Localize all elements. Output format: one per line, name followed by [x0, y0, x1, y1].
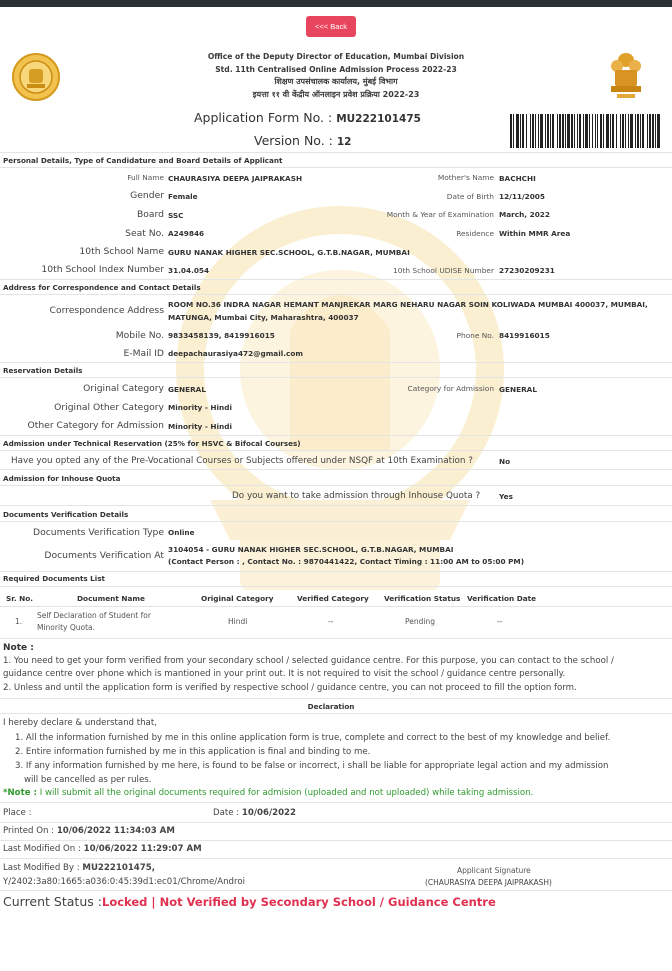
- category-admission-label: Category for Admission: [407, 384, 494, 393]
- dob-label: Date of Birth: [446, 192, 494, 201]
- divider: [0, 152, 672, 153]
- seat-label: Seat No.: [125, 228, 164, 239]
- docs-verification-at-line1: 3104054 - GURU NANAK HIGHER SEC.SCHOOL, G.T.B.NAGAR, MUMBAI: [168, 545, 454, 554]
- signature-name: (CHAURASIYA DEEPA JAIPRAKASH): [425, 878, 552, 887]
- docs-verification-type-value: Online: [168, 528, 195, 537]
- divider: [0, 606, 672, 607]
- gender-value: Female: [168, 192, 198, 201]
- divider: [0, 586, 672, 587]
- school-name-label: 10th School Name: [79, 246, 164, 257]
- divider: [0, 822, 672, 823]
- inhouse-question: Do you want to take admission through Inhouse Quota ?: [232, 491, 481, 501]
- header-process: Std. 11th Centralised Online Admission Process 2022-23: [215, 65, 457, 74]
- docs-verification-at-label: Documents Verification At: [44, 550, 164, 561]
- divider: [0, 485, 672, 486]
- phone-label: Phone No.: [456, 331, 494, 340]
- residence-label: Residence: [456, 229, 494, 238]
- table-header-verified-cat: Verified Category: [297, 594, 369, 603]
- address-line2: MATUNGA, Mumbai City, Maharashtra, 400037: [168, 313, 359, 322]
- declaration-item-3: 3. If any information furnished by me here, is found to be false or incorrect, i shall be liable for appropriate legal action and my admission: [15, 761, 609, 771]
- divider: [0, 435, 672, 436]
- original-other-category-value: Minority - Hindi: [168, 403, 232, 412]
- declaration-title: Declaration: [307, 702, 355, 711]
- declaration-note: *Note : I will submit all the original documents required for admision (uploaded and not uploaded) while taking admission.: [3, 788, 534, 798]
- school-name-value: GURU NANAK HIGHER SEC.SCHOOL, G.T.B.NAGAR, MUMBAI: [168, 248, 410, 257]
- divider: [0, 840, 672, 841]
- original-other-category-label: Original Other Category: [54, 402, 164, 413]
- place-label: Place :: [3, 808, 32, 818]
- version-no: Version No. : 12: [254, 133, 352, 148]
- mobile-label: Mobile No.: [115, 330, 164, 341]
- divider: [0, 698, 672, 699]
- dob-value: 12/11/2005: [499, 192, 545, 201]
- divider: [0, 638, 672, 639]
- divider: [0, 802, 672, 803]
- application-form-no: Application Form No. : MU222101475: [194, 110, 421, 125]
- docs-verification-type-label: Documents Verification Type: [33, 527, 164, 538]
- header-office: Office of the Deputy Director of Education, Mumbai Division: [207, 52, 465, 61]
- exam-value: March, 2022: [499, 210, 550, 219]
- other-category-admission-value: Minority - Hindi: [168, 422, 232, 431]
- phone-value: 8419916015: [499, 331, 550, 340]
- divider: [0, 858, 672, 859]
- top-bar: [0, 0, 672, 7]
- table-cell-verified-cat: --: [328, 617, 334, 626]
- table-cell-orig-cat: Hindi: [228, 617, 248, 626]
- other-category-admission-label: Other Category for Admission: [27, 420, 164, 431]
- school-index-label: 10th School Index Number: [41, 264, 164, 275]
- inhouse-answer: Yes: [499, 492, 513, 501]
- gender-label: Gender: [130, 190, 164, 201]
- divider: [0, 294, 672, 295]
- table-header-status: Verification Status: [384, 594, 461, 603]
- date-field: Date : 10/06/2022: [213, 808, 297, 818]
- back-button[interactable]: <<< Back: [306, 16, 356, 37]
- printed-on: Printed On : 10/06/2022 11:34:03 AM: [3, 826, 175, 836]
- section-technical: Admission under Technical Reservation (25% for HSVC & Bifocal Courses): [3, 439, 301, 448]
- declaration-item-3-cont: will be cancelled as per rules.: [24, 775, 152, 785]
- note-line-1: 1. You need to get your form verified from your secondary school / selected guidance centre. For this purpose, you can contact to the school /: [3, 656, 614, 666]
- note-line-2: guidance centre over phone which is mantioned in your print out. It is not required to visit the school / guidance centre personally.: [3, 669, 566, 679]
- section-inhouse: Admission for Inhouse Quota: [3, 474, 121, 483]
- mother-name-value: BACHCHI: [499, 174, 536, 183]
- board-value: SSC: [168, 211, 184, 220]
- original-category-label: Original Category: [83, 383, 164, 394]
- address-label: Correspondence Address: [49, 305, 164, 316]
- divider: [0, 362, 672, 363]
- divider: [0, 521, 672, 522]
- address-line1: ROOM NO.36 INDRA NAGAR HEMANT MANJREKAR MARG NEHARU NAGAR SOIN KOLIWADA MUMBAI 400037, MUMBAI,: [168, 300, 648, 309]
- declaration-item-1: 1. All the information furnished by me in this online application form is true, complete and correct to the best of my knowledge and belief.: [15, 733, 611, 743]
- header-process-marathi: इयत्ता ११ वी केंद्रीय ऑनलाइन प्रवेश प्रक्रिया 2022-23: [252, 90, 420, 99]
- docs-verification-at-line2: (Contact Person : , Contact No. : 9870441422, Contact Timing : 11:00 AM to 05:00 PM): [168, 557, 525, 566]
- divider: [0, 469, 672, 470]
- last-modified-by-detail: Y/2402:3a80:1665:a036:0:45:39d1:ec01/Chrome/Androi: [3, 877, 245, 887]
- table-header-orig-cat: Original Category: [201, 594, 274, 603]
- mobile-value: 9833458139, 8419916015: [168, 331, 275, 340]
- table-header-date: Verification Date: [467, 594, 537, 603]
- email-value: deepachaurasiya472@gmail.com: [168, 349, 303, 358]
- original-category-value: GENERAL: [168, 385, 206, 394]
- section-reservation: Reservation Details: [3, 366, 83, 375]
- mother-name-label: Mother's Name: [437, 173, 494, 182]
- full-name-label: Full Name: [127, 173, 164, 182]
- exam-label: Month & Year of Examination: [386, 210, 494, 219]
- declaration-intro: I hereby declare & understand that,: [3, 718, 157, 728]
- residence-value: Within MMR Area: [499, 229, 571, 238]
- header-office-marathi: शिक्षण उपसंचालक कार्यालय, मुंबई विभाग: [274, 77, 398, 86]
- declaration-item-2: 2. Entire information furnished by me in this application is final and binding to me.: [15, 747, 371, 757]
- category-admission-value: GENERAL: [499, 385, 537, 394]
- udise-label: 10th School UDISE Number: [393, 266, 494, 275]
- seat-value: A249846: [168, 229, 205, 238]
- divider: [0, 167, 672, 168]
- table-cell-sr: 1.: [15, 617, 23, 626]
- table-cell-status: Pending: [405, 617, 435, 626]
- section-required-docs: Required Documents List: [3, 574, 105, 583]
- board-label: Board: [136, 209, 164, 220]
- divider: [0, 450, 672, 451]
- section-personal: Personal Details, Type of Candidature and Board Details of Applicant: [3, 156, 283, 165]
- section-docs-verification: Documents Verification Details: [3, 510, 129, 519]
- divider: [0, 571, 672, 572]
- divider: [0, 890, 672, 891]
- note-line-3: 2. Unless and until the application form is verified by respective school / guidance centre, you can not proceed to fill the option form.: [3, 683, 577, 693]
- table-cell-doc-name-1: Self Declaration of Student for: [37, 611, 151, 620]
- signature-label: Applicant Signature: [457, 866, 531, 875]
- last-modified-by: Last Modified By : MU222101475,: [3, 863, 156, 873]
- note-title: Note :: [3, 643, 34, 653]
- current-status-value: Locked | Not Verified by Secondary School / Guidance Centre: [102, 895, 496, 909]
- table-cell-doc-name-2: Minority Quota.: [37, 623, 95, 632]
- nsqf-answer: No: [499, 457, 511, 466]
- full-name-value: CHAURASIYA DEEPA JAIPRAKASH: [168, 174, 303, 183]
- email-label: E-Mail ID: [123, 348, 164, 359]
- table-header-sr: Sr. No.: [6, 594, 34, 603]
- school-index-value: 31.04.054: [168, 266, 210, 275]
- nsqf-question: Have you opted any of the Pre-Vocational Courses or Subjects offered under NSQF at 10th Examination ?: [11, 456, 473, 466]
- udise-value: 27230209231: [499, 266, 555, 275]
- divider: [0, 377, 672, 378]
- current-status-label: Current Status :: [3, 894, 102, 909]
- section-address: Address for Correspondence and Contact Details: [3, 283, 201, 292]
- last-modified-on: Last Modified On : 10/06/2022 11:29:07 AM: [3, 844, 202, 854]
- divider: [0, 505, 672, 506]
- table-cell-date: --: [497, 617, 503, 626]
- barcode: [510, 114, 660, 148]
- table-header-doc-name: Document Name: [77, 594, 145, 603]
- divider: [0, 713, 672, 714]
- divider: [0, 279, 672, 280]
